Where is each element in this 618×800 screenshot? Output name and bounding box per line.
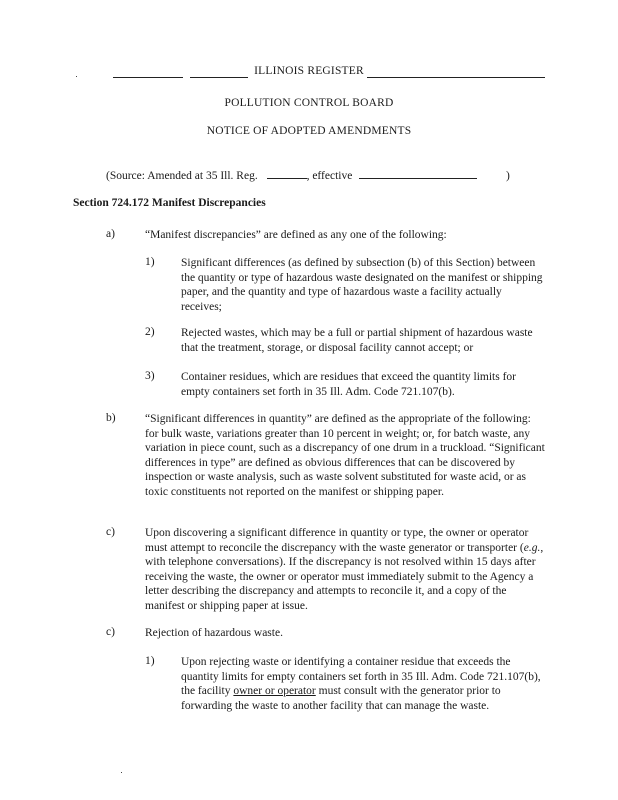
source-close: ) bbox=[506, 170, 510, 182]
item-a3-text: Container residues, which are residues that exceed the quantity limits for empty containers set forth in 35 Ill. Adm. Code 721.107(b). bbox=[181, 371, 516, 398]
date-blank bbox=[359, 178, 477, 179]
paragraph-b-marker: b) bbox=[106, 412, 116, 424]
register-title: ILLINOIS REGISTER bbox=[254, 65, 364, 77]
paragraph-a-text: “Manifest discrepancies” are defined as any one of the following: bbox=[145, 229, 447, 241]
section-heading: Section 724.172 Manifest Discrepancies bbox=[73, 197, 266, 209]
scan-speck bbox=[121, 772, 122, 773]
paragraph-d-text: Rejection of hazardous waste. bbox=[145, 627, 283, 639]
paragraph-b-text: “Significant differences in quantity” are defined as the appropriate of the following: for bulk waste, variations greater than 10 percent in weight; or, for batch waste, any variation in piece count, such as a discrepancy of one drum in a truckload. “Significant differences in type” are defined as obvious differences that can be discovered by inspection or waste analysis, such as waste solvent substituted for waste acid, or as toxic constituents not reported on the manifest or shipping paper. bbox=[145, 413, 545, 498]
header-rule-mid bbox=[190, 77, 248, 78]
item-d1-text-after: must consult with the generator prior to forwarding the waste to another facility that can manage the waste. bbox=[181, 685, 501, 712]
source-effective: , effective bbox=[306, 170, 353, 182]
item-d1-text-before: Upon rejecting waste or identifying a container residue that exceeds the quantity limits for empty containers set forth in 35 Ill. Adm. Code 721.107(b), the facility bbox=[181, 656, 541, 698]
paragraph-c-text-before: Upon discovering a significant difference in quantity or type, the owner or operator must attempt to reconcile the discrepancy with the waste generator or transporter ( bbox=[145, 527, 529, 554]
paragraph-d-marker: c) bbox=[106, 626, 115, 638]
paragraph-a-marker: a) bbox=[106, 228, 115, 240]
item-a1-text: Significant differences (as defined by subsection (b) of this Section) between the quantity or type of hazardous waste designated on the manifest or shipping paper, and the quantity and type of hazardous waste a facility actually receives; bbox=[181, 257, 543, 313]
item-a3-marker: 3) bbox=[145, 370, 155, 382]
item-a1-marker: 1) bbox=[145, 256, 155, 268]
volume-blank bbox=[267, 178, 307, 179]
item-d1-text bbox=[181, 655, 543, 713]
paragraph-c-eg: e.g. bbox=[523, 541, 541, 554]
board-title: POLLUTION CONTROL BOARD bbox=[224, 97, 394, 109]
header-rule-left bbox=[113, 77, 183, 78]
item-d1-underlined: owner or operator bbox=[233, 685, 316, 698]
item-d1-marker: 1) bbox=[145, 655, 155, 667]
paragraph-c-marker: c) bbox=[106, 526, 115, 538]
source-line bbox=[106, 170, 477, 182]
notice-title: NOTICE OF ADOPTED AMENDMENTS bbox=[206, 125, 412, 137]
header-rule-right bbox=[367, 77, 545, 78]
source-prefix: (Source: Amended at 35 Ill. Reg. bbox=[106, 170, 258, 182]
paragraph-c-text-after: , with telephone conversations). If the discrepancy is not resolved within 15 days after receiving the waste, the owner or operator must immediately submit to the Agency a letter describing the discrepancy and attempts to reconcile it, and a copy of the manifest or shipping paper at issue. bbox=[145, 541, 544, 612]
item-a2-marker: 2) bbox=[145, 326, 155, 338]
item-a2-text: Rejected wastes, which may be a full or partial shipment of hazardous waste that the treatment, storage, or disposal facility cannot accept; or bbox=[181, 327, 533, 354]
paragraph-c-text bbox=[145, 526, 545, 614]
